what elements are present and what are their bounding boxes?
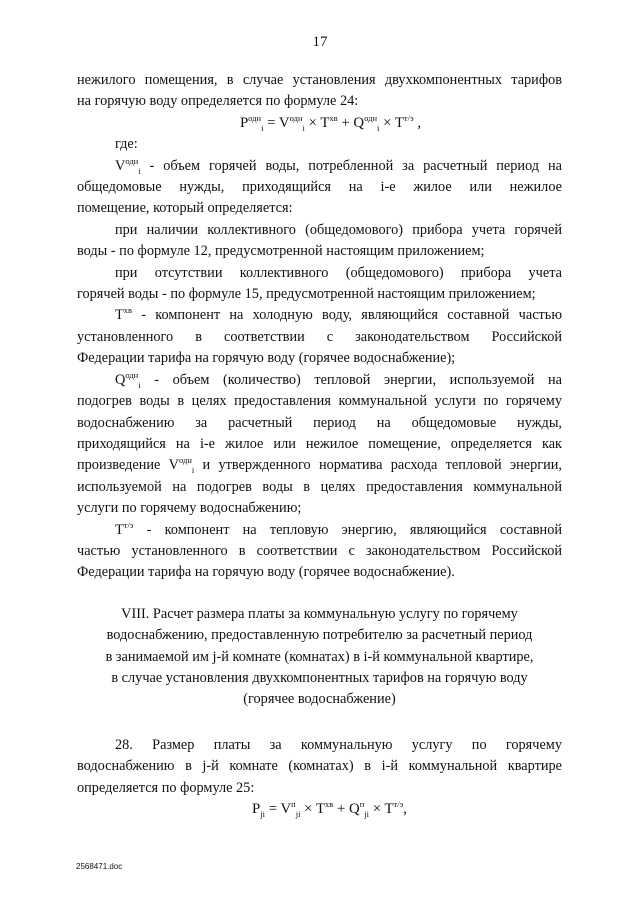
- page-number: 17: [312, 34, 328, 50]
- case-1-line-1: при наличии коллективного (общедомового) прибора учета горячей: [115, 221, 562, 238]
- def-q-line-5: произведение $V^{одн}_i$ и утвержденного норматива расхода тепловой энергии,: [77, 455, 562, 476]
- symbol-q-odn: $Q^{одн}_i$: [115, 369, 141, 390]
- symbol-t-hv: $T^{хв}$: [115, 305, 132, 324]
- def-q-line-1: $Q^{одн}_i$ - объем (количество) тепловой энергии, используемой на: [115, 369, 562, 390]
- para-28-line-1: 28. Размер платы за коммунальную услугу по горячему: [115, 736, 562, 753]
- intro-line-1: нежилого помещения, в случае установления двухкомпонентных тарифов: [77, 72, 562, 88]
- case-2-line-2: горячей воды - по формуле 15, предусмотренной настоящим приложением;: [77, 286, 536, 303]
- def-tte-line-3: Федерации тарифа на горячую воду (горячее водоснабжение).: [77, 564, 455, 581]
- def-tte-line-2: частью установленного в соответствии с законодательством Российской: [77, 542, 562, 559]
- def-t-line-1: $T^{хв}$ - компонент на холодную воду, являющийся составной частью: [115, 305, 562, 324]
- symbol-v-odn-inline: $V^{одн}_i$: [168, 455, 195, 476]
- formula-24: $P^{одн}_i = V^{одн}_i \times T^{хв} + Q^{одн}_i \times T^{т/э}$ ,: [239, 112, 422, 133]
- section-line-1: VIII. Расчет размера платы за коммунальную услугу по горячему: [121, 605, 518, 622]
- case-1-line-2: воды - по формуле 12, предусмотренной настоящим приложением;: [77, 243, 485, 260]
- formula-25: $P_{ji} = V^п_{ji} \times T^{хв} + Q^п_{ji} \times T^{т/э}$,: [252, 799, 407, 819]
- where-label: где:: [115, 136, 138, 153]
- symbol-t-te: $T^{т/э}$: [115, 519, 134, 538]
- def-q-line-6: используемой на подогрев воды в целях предоставления коммунальной: [77, 478, 562, 495]
- section-line-4: в случае установления двухкомпонентных тарифов на горячую воду: [111, 669, 528, 686]
- def-v-line-1: $V^{одн}_i$ - объем горячей воды, потребленной за расчетный период на: [115, 155, 562, 176]
- case-2-line-1: при отсутствии коллективного (общедомового) прибора учета: [115, 264, 562, 281]
- para-28-line-2: водоснабжению в j-й комнате (комнатах) в i-й коммунальной квартире: [77, 758, 562, 775]
- section-line-3: в занимаемой им j-й комнате (комнатах) в i-й коммунальной квартире,: [105, 648, 534, 665]
- document-body: [77, 70, 562, 820]
- def-tte-line-1: $T^{т/э}$ - компонент на тепловую энергию, являющийся составной: [115, 519, 562, 538]
- def-q-line-3: водоснабжению за расчетный период на общедомовые нужды,: [77, 414, 562, 431]
- intro-line-2: на горячую воду определяется по формуле 24:: [77, 93, 359, 110]
- section-line-2: водоснабжению, предоставленную потребителю за расчетный период: [106, 627, 533, 644]
- para-28-line-3: определяется по формуле 25:: [77, 779, 255, 796]
- def-q-line-7: услуги по горячему водоснабжению;: [77, 500, 302, 517]
- def-v-line-2: общедомовые нужды, приходящийся на i-е жилое или нежилое: [77, 179, 562, 196]
- def-t-line-3: Федерации тарифа на горячую воду (горячее водоснабжение);: [77, 350, 456, 367]
- document-file-id: 2568471.doc: [76, 862, 123, 871]
- symbol-v-odn: $V^{одн}_i$: [115, 155, 141, 176]
- def-q-line-4: приходящийся на i-е жилое или нежилое помещение, определяется как: [77, 435, 562, 452]
- section-viii-heading: [77, 604, 562, 711]
- section-line-5: (горячее водоснабжение): [243, 691, 396, 708]
- def-v-line-3: помещение, который определяется:: [77, 200, 293, 217]
- def-t-line-2: установленного в соответствии с законодательством Российской: [77, 328, 562, 345]
- def-q-line-2: подогрев воды в целях предоставления коммунальной услуги по горячему: [77, 393, 562, 410]
